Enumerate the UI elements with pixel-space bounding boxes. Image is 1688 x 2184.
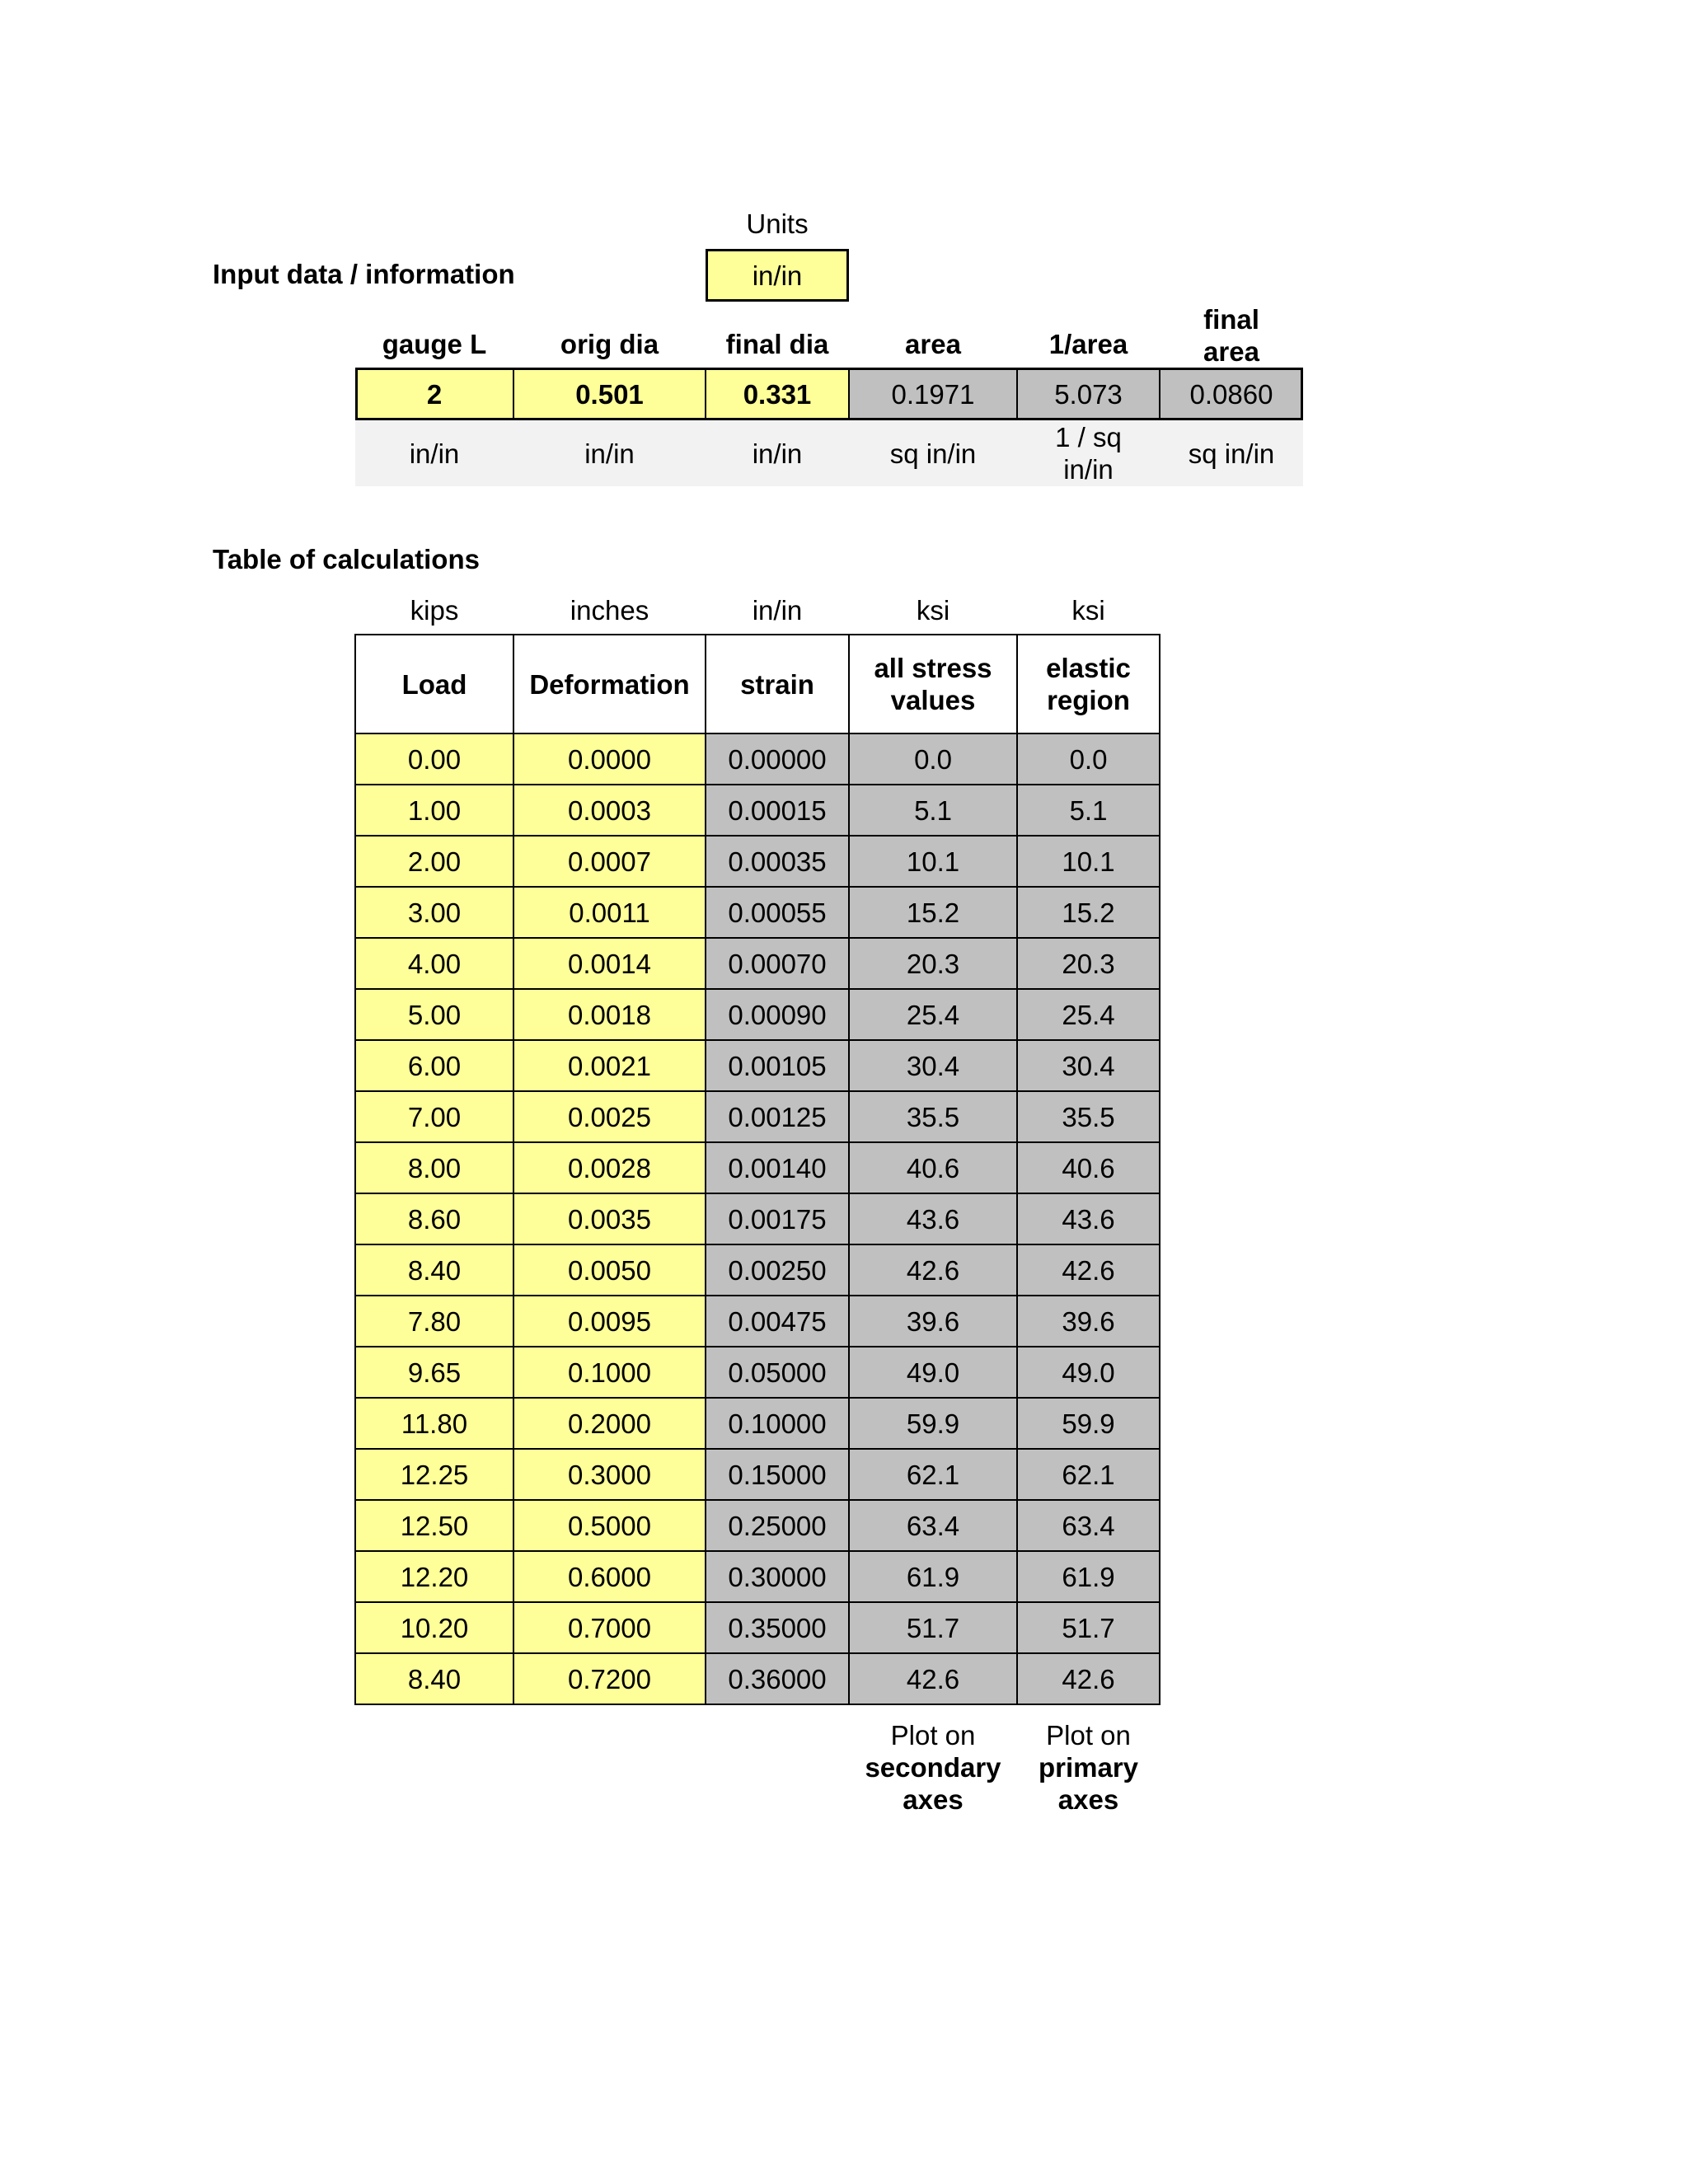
cell-deformation[interactable]: 0.3000 xyxy=(513,1449,706,1500)
cell-elastic-region: 62.1 xyxy=(1017,1449,1160,1500)
cell-load[interactable]: 9.65 xyxy=(355,1347,513,1398)
cell-load[interactable]: 5.00 xyxy=(355,989,513,1040)
cell-elastic-region: 42.6 xyxy=(1017,1244,1160,1296)
input-final-dia[interactable]: 0.331 xyxy=(706,368,849,420)
cell-load[interactable]: 10.20 xyxy=(355,1602,513,1653)
table-h-line xyxy=(355,1499,1160,1501)
unit-gauge-length: in/in xyxy=(409,438,460,469)
table-h-line xyxy=(355,1397,1160,1399)
unit-final-area: sq in/in xyxy=(1188,438,1275,469)
cell-load[interactable]: 12.50 xyxy=(355,1500,513,1551)
cell-strain: 0.15000 xyxy=(706,1449,849,1500)
cell-strain: 0.00090 xyxy=(706,989,849,1040)
cell-elastic-region: 40.6 xyxy=(1017,1142,1160,1193)
table-v-line xyxy=(705,634,706,1705)
footer-secondary-line1: Plot on xyxy=(890,1720,976,1750)
cell-deformation[interactable]: 0.0021 xyxy=(513,1040,706,1091)
units-label: Units xyxy=(746,208,809,239)
cell-strain: 0.00015 xyxy=(706,785,849,836)
table-h-line xyxy=(355,1652,1160,1654)
col-header-strain: strain xyxy=(740,668,814,700)
unit-strain: in/in xyxy=(752,594,803,626)
cell-elastic-region: 63.4 xyxy=(1017,1500,1160,1551)
header-inverse-area: 1/area xyxy=(1048,328,1128,359)
cell-all-stress: 59.9 xyxy=(849,1398,1017,1449)
cell-elastic-region: 59.9 xyxy=(1017,1398,1160,1449)
cell-all-stress: 61.9 xyxy=(849,1551,1017,1602)
cell-deformation[interactable]: 0.0095 xyxy=(513,1296,706,1347)
cell-elastic-region: 49.0 xyxy=(1017,1347,1160,1398)
table-h-line xyxy=(355,937,1160,939)
table-h-line xyxy=(355,1550,1160,1552)
footer-secondary-line3: axes xyxy=(903,1784,964,1815)
cell-load[interactable]: 12.20 xyxy=(355,1551,513,1602)
header-final-dia: final dia xyxy=(725,328,829,359)
cell-load[interactable]: 8.60 xyxy=(355,1193,513,1244)
cell-strain: 0.30000 xyxy=(706,1551,849,1602)
table-h-line xyxy=(355,1039,1160,1041)
table-h-line xyxy=(355,733,1160,734)
cell-load[interactable]: 4.00 xyxy=(355,938,513,989)
header-gauge-length: gauge L xyxy=(382,328,487,359)
table-h-line xyxy=(355,1244,1160,1245)
cell-all-stress: 62.1 xyxy=(849,1449,1017,1500)
cell-strain: 0.00475 xyxy=(706,1296,849,1347)
cell-all-stress: 35.5 xyxy=(849,1091,1017,1142)
table-v-line xyxy=(848,634,850,1705)
calc-final-area: 0.0860 xyxy=(1160,368,1303,420)
cell-deformation[interactable]: 0.1000 xyxy=(513,1347,706,1398)
cell-strain: 0.00250 xyxy=(706,1244,849,1296)
input-divider xyxy=(1159,368,1160,420)
cell-strain: 0.00175 xyxy=(706,1193,849,1244)
cell-elastic-region: 0.0 xyxy=(1017,733,1160,785)
cell-elastic-region: 20.3 xyxy=(1017,938,1160,989)
cell-all-stress: 15.2 xyxy=(849,887,1017,938)
input-section-title: Input data / information xyxy=(213,259,515,289)
cell-elastic-region: 5.1 xyxy=(1017,785,1160,836)
table-h-line xyxy=(355,988,1160,990)
cell-all-stress: 42.6 xyxy=(849,1244,1017,1296)
cell-strain: 0.00070 xyxy=(706,938,849,989)
table-h-line xyxy=(355,784,1160,785)
cell-all-stress: 49.0 xyxy=(849,1347,1017,1398)
unit-elastic-region: ksi xyxy=(1071,594,1105,626)
footer-secondary-line2: secondary xyxy=(865,1752,1001,1783)
cell-strain: 0.05000 xyxy=(706,1347,849,1398)
table-v-line xyxy=(1016,634,1018,1705)
cell-load[interactable]: 8.40 xyxy=(355,1244,513,1296)
cell-all-stress: 42.6 xyxy=(849,1653,1017,1704)
cell-strain: 0.35000 xyxy=(706,1602,849,1653)
table-h-line xyxy=(355,1090,1160,1092)
cell-elastic-region: 51.7 xyxy=(1017,1602,1160,1653)
cell-deformation[interactable]: 0.0000 xyxy=(513,733,706,785)
unit-all-stress: ksi xyxy=(916,594,950,626)
header-final-area: final area xyxy=(1203,304,1259,367)
table-h-line xyxy=(355,886,1160,888)
cell-elastic-region: 42.6 xyxy=(1017,1653,1160,1704)
input-gauge-length[interactable]: 2 xyxy=(355,368,513,420)
cell-elastic-region: 30.4 xyxy=(1017,1040,1160,1091)
cell-elastic-region: 25.4 xyxy=(1017,989,1160,1040)
unit-deformation: inches xyxy=(570,594,649,626)
unit-inverse-area: 1 / sq in/in xyxy=(1055,422,1122,485)
unit-area: sq in/in xyxy=(889,438,977,469)
cell-elastic-region: 43.6 xyxy=(1017,1193,1160,1244)
table-h-line xyxy=(355,634,1160,635)
input-divider xyxy=(848,368,850,420)
cell-elastic-region: 10.1 xyxy=(1017,836,1160,887)
cell-deformation[interactable]: 0.0028 xyxy=(513,1142,706,1193)
table-h-line xyxy=(355,1601,1160,1603)
footer-secondary-axes xyxy=(849,1719,1017,1816)
calc-inverse-area: 5.073 xyxy=(1017,368,1160,420)
table-h-line xyxy=(355,1448,1160,1450)
footer-primary-line1: Plot on xyxy=(1046,1720,1131,1750)
cell-strain: 0.00140 xyxy=(706,1142,849,1193)
cell-deformation[interactable]: 0.0018 xyxy=(513,989,706,1040)
cell-all-stress: 10.1 xyxy=(849,836,1017,887)
cell-load[interactable]: 7.80 xyxy=(355,1296,513,1347)
cell-all-stress: 25.4 xyxy=(849,989,1017,1040)
cell-all-stress: 51.7 xyxy=(849,1602,1017,1653)
header-orig-dia: orig dia xyxy=(560,328,659,359)
cell-deformation[interactable]: 0.7000 xyxy=(513,1602,706,1653)
cell-load[interactable]: 7.00 xyxy=(355,1091,513,1142)
cell-deformation[interactable]: 0.5000 xyxy=(513,1500,706,1551)
cell-all-stress: 30.4 xyxy=(849,1040,1017,1091)
cell-strain: 0.10000 xyxy=(706,1398,849,1449)
cell-load[interactable]: 2.00 xyxy=(355,836,513,887)
table-v-line xyxy=(1159,634,1160,1705)
cell-strain: 0.25000 xyxy=(706,1500,849,1551)
units-value-input[interactable]: in/in xyxy=(706,249,849,302)
table-h-line xyxy=(355,835,1160,837)
cell-deformation[interactable]: 0.7200 xyxy=(513,1653,706,1704)
col-header-elastic-region: elastic region xyxy=(1046,653,1131,715)
cell-elastic-region: 15.2 xyxy=(1017,887,1160,938)
cell-elastic-region: 61.9 xyxy=(1017,1551,1160,1602)
unit-final-dia: in/in xyxy=(752,438,803,469)
cell-strain: 0.00000 xyxy=(706,733,849,785)
table-v-line xyxy=(513,634,514,1705)
cell-deformation[interactable]: 0.0007 xyxy=(513,836,706,887)
table-h-line xyxy=(355,1346,1160,1347)
header-area: area xyxy=(905,328,961,359)
cell-deformation[interactable]: 0.2000 xyxy=(513,1398,706,1449)
cell-strain: 0.00105 xyxy=(706,1040,849,1091)
table-v-line xyxy=(354,634,356,1705)
cell-load[interactable]: 3.00 xyxy=(355,887,513,938)
cell-elastic-region: 39.6 xyxy=(1017,1296,1160,1347)
unit-orig-dia: in/in xyxy=(584,438,635,469)
cell-deformation[interactable]: 0.0014 xyxy=(513,938,706,989)
footer-primary-line3: axes xyxy=(1057,1784,1119,1815)
table-h-line xyxy=(355,1295,1160,1296)
input-row-border xyxy=(355,368,1303,420)
footer-primary-line2: primary xyxy=(1038,1752,1139,1783)
cell-all-stress: 5.1 xyxy=(849,785,1017,836)
table-h-line xyxy=(355,1193,1160,1194)
cell-deformation[interactable]: 0.0025 xyxy=(513,1091,706,1142)
cell-strain: 0.00125 xyxy=(706,1091,849,1142)
calc-area: 0.1971 xyxy=(849,368,1017,420)
cell-load[interactable]: 6.00 xyxy=(355,1040,513,1091)
calc-section-title: Table of calculations xyxy=(213,544,480,574)
cell-all-stress: 0.0 xyxy=(849,733,1017,785)
input-divider xyxy=(513,368,514,420)
col-header-deformation: Deformation xyxy=(529,668,690,700)
cell-load[interactable]: 0.00 xyxy=(355,733,513,785)
cell-load[interactable]: 8.00 xyxy=(355,1142,513,1193)
cell-all-stress: 63.4 xyxy=(849,1500,1017,1551)
cell-all-stress: 39.6 xyxy=(849,1296,1017,1347)
table-h-line xyxy=(355,1704,1160,1705)
footer-primary-axes xyxy=(1017,1719,1160,1816)
cell-load[interactable]: 1.00 xyxy=(355,785,513,836)
cell-deformation[interactable]: 0.0050 xyxy=(513,1244,706,1296)
cell-load[interactable]: 8.40 xyxy=(355,1653,513,1704)
input-orig-dia[interactable]: 0.501 xyxy=(513,368,706,420)
table-h-line xyxy=(355,1141,1160,1143)
cell-strain: 0.00055 xyxy=(706,887,849,938)
cell-all-stress: 43.6 xyxy=(849,1193,1017,1244)
unit-load: kips xyxy=(410,594,459,626)
cell-strain: 0.36000 xyxy=(706,1653,849,1704)
cell-all-stress: 20.3 xyxy=(849,938,1017,989)
cell-strain: 0.00035 xyxy=(706,836,849,887)
cell-load[interactable]: 12.25 xyxy=(355,1449,513,1500)
cell-deformation[interactable]: 0.0011 xyxy=(513,887,706,938)
input-divider xyxy=(1016,368,1018,420)
col-header-load: Load xyxy=(401,668,467,700)
cell-deformation[interactable]: 0.6000 xyxy=(513,1551,706,1602)
cell-all-stress: 40.6 xyxy=(849,1142,1017,1193)
cell-load[interactable]: 11.80 xyxy=(355,1398,513,1449)
input-divider xyxy=(705,368,706,420)
col-header-all-stress: all stress values xyxy=(874,653,992,715)
cell-deformation[interactable]: 0.0035 xyxy=(513,1193,706,1244)
cell-deformation[interactable]: 0.0003 xyxy=(513,785,706,836)
cell-elastic-region: 35.5 xyxy=(1017,1091,1160,1142)
